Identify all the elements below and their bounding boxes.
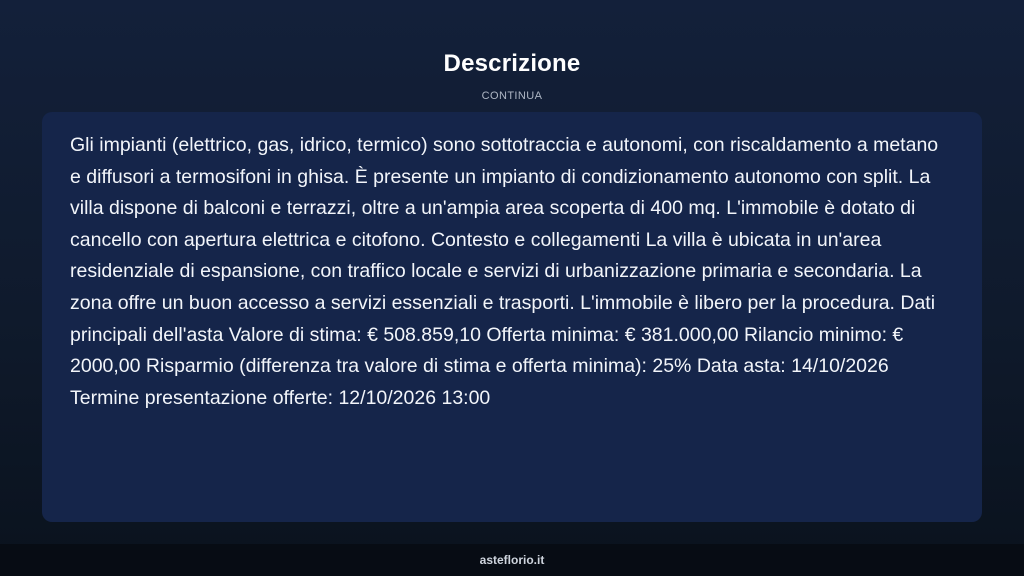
- continue-label: CONTINUA: [481, 90, 543, 102]
- description-card: [42, 112, 982, 522]
- description-text: Gli impianti (elettrico, gas, idrico, termico) sono sottotraccia e autonomi, con riscaldamento a metano e diffusori a termosifoni in ghisa. È presente un impianto di condizionamento autonomo con split. La villa dispone di balconi e terrazzi, oltre a un'ampia area scoperta di 400 mq. L'immobile è dotato di cancello con apertura elettrica e citofono. Contesto e collegamenti La villa è ubicata in un'area residenziale di espansione, con traffico locale e servizi di urbanizzazione primaria e secondaria. La zona offre un buon accesso a servizi essenziali e trasporti. L'immobile è libero per la procedura. Dati principali dell'asta Valore di stima: € 508.859,10 Offerta minima: € 381.000,00 Rilancio minimo: € 2000,00 Risparmio (differenza tra valore di stima e offerta minima): 25% Data asta: 14/10/2026 Termine presentazione offerte: 12/10/2026 13:00: [70, 134, 939, 409]
- page-title: Descrizione: [443, 50, 581, 77]
- footer-bar: [0, 544, 1024, 576]
- site-name: asteflorio.it: [479, 553, 545, 567]
